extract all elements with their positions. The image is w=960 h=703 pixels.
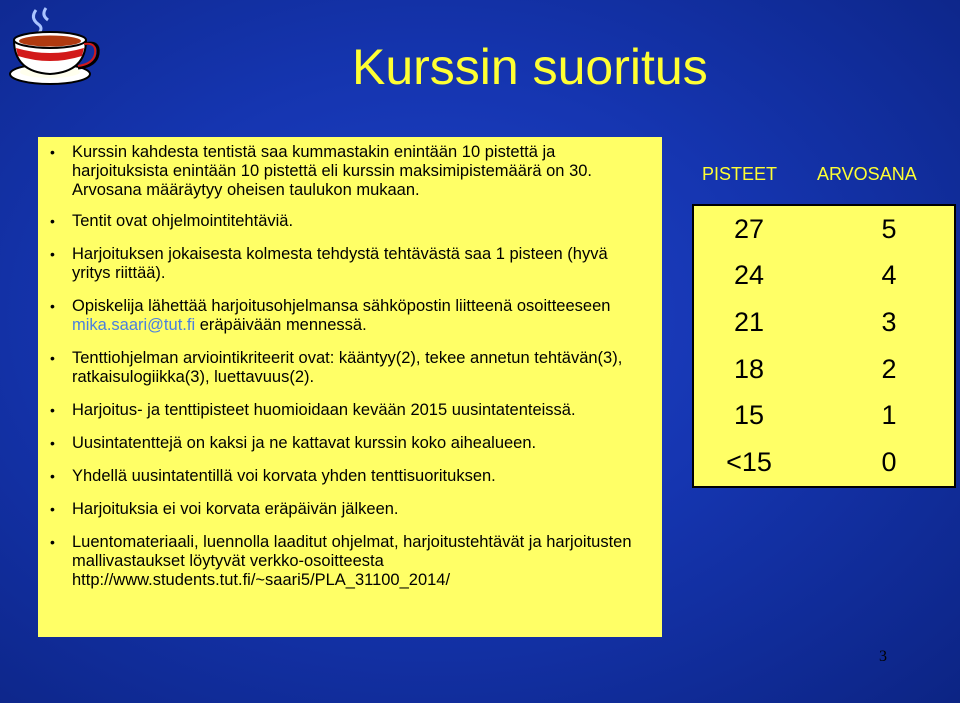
bullet-icon: •: [50, 402, 55, 418]
bullet-icon: •: [50, 144, 55, 160]
grade-table: [692, 204, 956, 488]
bullet-text: eräpäivään mennessä.: [195, 316, 367, 334]
list-item: [50, 212, 650, 231]
table-row: [694, 392, 954, 439]
bullet-icon: •: [50, 435, 55, 451]
table-row: [694, 253, 954, 300]
bullet-text: Tenttiohjelman arviointikriteerit ovat: kääntyy(2), tekee annetun tehtävän(3), ratkaisulogiikka(3), luettavuus(2).: [72, 349, 623, 386]
table-row: [694, 299, 954, 346]
bullet-icon: •: [50, 468, 55, 484]
bullet-icon: •: [50, 501, 55, 517]
list-item: [50, 533, 650, 590]
grade-cell: 0: [881, 446, 897, 477]
points-column-header: PISTEET: [702, 164, 778, 184]
grade-cell: 5: [881, 213, 897, 244]
bullet-text: Kurssin kahdesta tentistä saa kummastakin enintään 10 pistettä ja harjoituksista enintään 10 pistettä eli kurssin maksimipistemäärä on 30. Arvosana määräytyy oheisen taulukon mukaan.: [72, 143, 593, 199]
bullet-text: Yhdellä uusintatentillä voi korvata yhden tenttisuorituksen.: [72, 467, 496, 485]
list-item: [50, 467, 650, 486]
email-link[interactable]: mika.saari@tut.fi: [72, 316, 196, 334]
bullet-icon: •: [50, 298, 55, 314]
grade-cell: 2: [881, 353, 897, 384]
list-item: [50, 297, 650, 335]
list-item: [50, 434, 650, 453]
grade-column-header: ARVOSANA: [817, 164, 917, 184]
content-box: [38, 137, 662, 637]
bullet-text: Opiskelija lähettää harjoitusohjelmansa sähköpostin liitteenä osoitteeseen: [72, 297, 611, 315]
bullet-list: [50, 143, 650, 590]
bullet-icon: •: [50, 213, 55, 229]
page-title: Kurssin suoritus: [352, 39, 708, 95]
list-item: [50, 500, 650, 519]
points-cell: 18: [733, 353, 765, 384]
points-cell: 15: [733, 400, 765, 431]
table-row: [694, 346, 954, 393]
page-number: 3: [879, 648, 887, 665]
coffee-cup-icon: [6, 4, 102, 90]
points-cell: 21: [733, 306, 765, 337]
bullet-text: Uusintatenttejä on kaksi ja ne kattavat kurssin koko aihealueen.: [72, 434, 537, 452]
bullet-text: Luentomateriaali, luennolla laaditut ohjelmat, harjoitustehtävät ja harjoitusten mallivastaukset löytyvät verkko-osoitteesta http://www.students.tut.fi/~saari5/PLA_31100_2014/: [72, 533, 632, 589]
list-item: [50, 401, 650, 420]
list-item: [50, 245, 650, 283]
bullet-text: Tentit ovat ohjelmointitehtäviä.: [72, 212, 294, 230]
bullet-text: Harjoituksia ei voi korvata eräpäivän jälkeen.: [72, 500, 399, 518]
bullet-icon: •: [50, 350, 55, 366]
table-row: [694, 206, 954, 253]
points-cell: 24: [733, 260, 765, 291]
list-item: [50, 143, 650, 200]
bullet-icon: •: [50, 246, 55, 262]
grade-cell: 3: [881, 306, 897, 337]
points-cell: 27: [733, 213, 765, 244]
bullet-text: Harjoituksen jokaisesta kolmesta tehdystä tehtävästä saa 1 pisteen (hyvä yritys riittää).: [72, 245, 608, 282]
grade-cell: 4: [881, 260, 897, 291]
points-cell: <15: [726, 446, 772, 477]
bullet-text: Harjoitus- ja tenttipisteet huomioidaan kevään 2015 uusintatenteissä.: [72, 401, 576, 419]
list-item: [50, 349, 650, 387]
table-row: [694, 439, 954, 486]
bullet-icon: •: [50, 534, 55, 550]
grade-cell: 1: [881, 400, 897, 431]
